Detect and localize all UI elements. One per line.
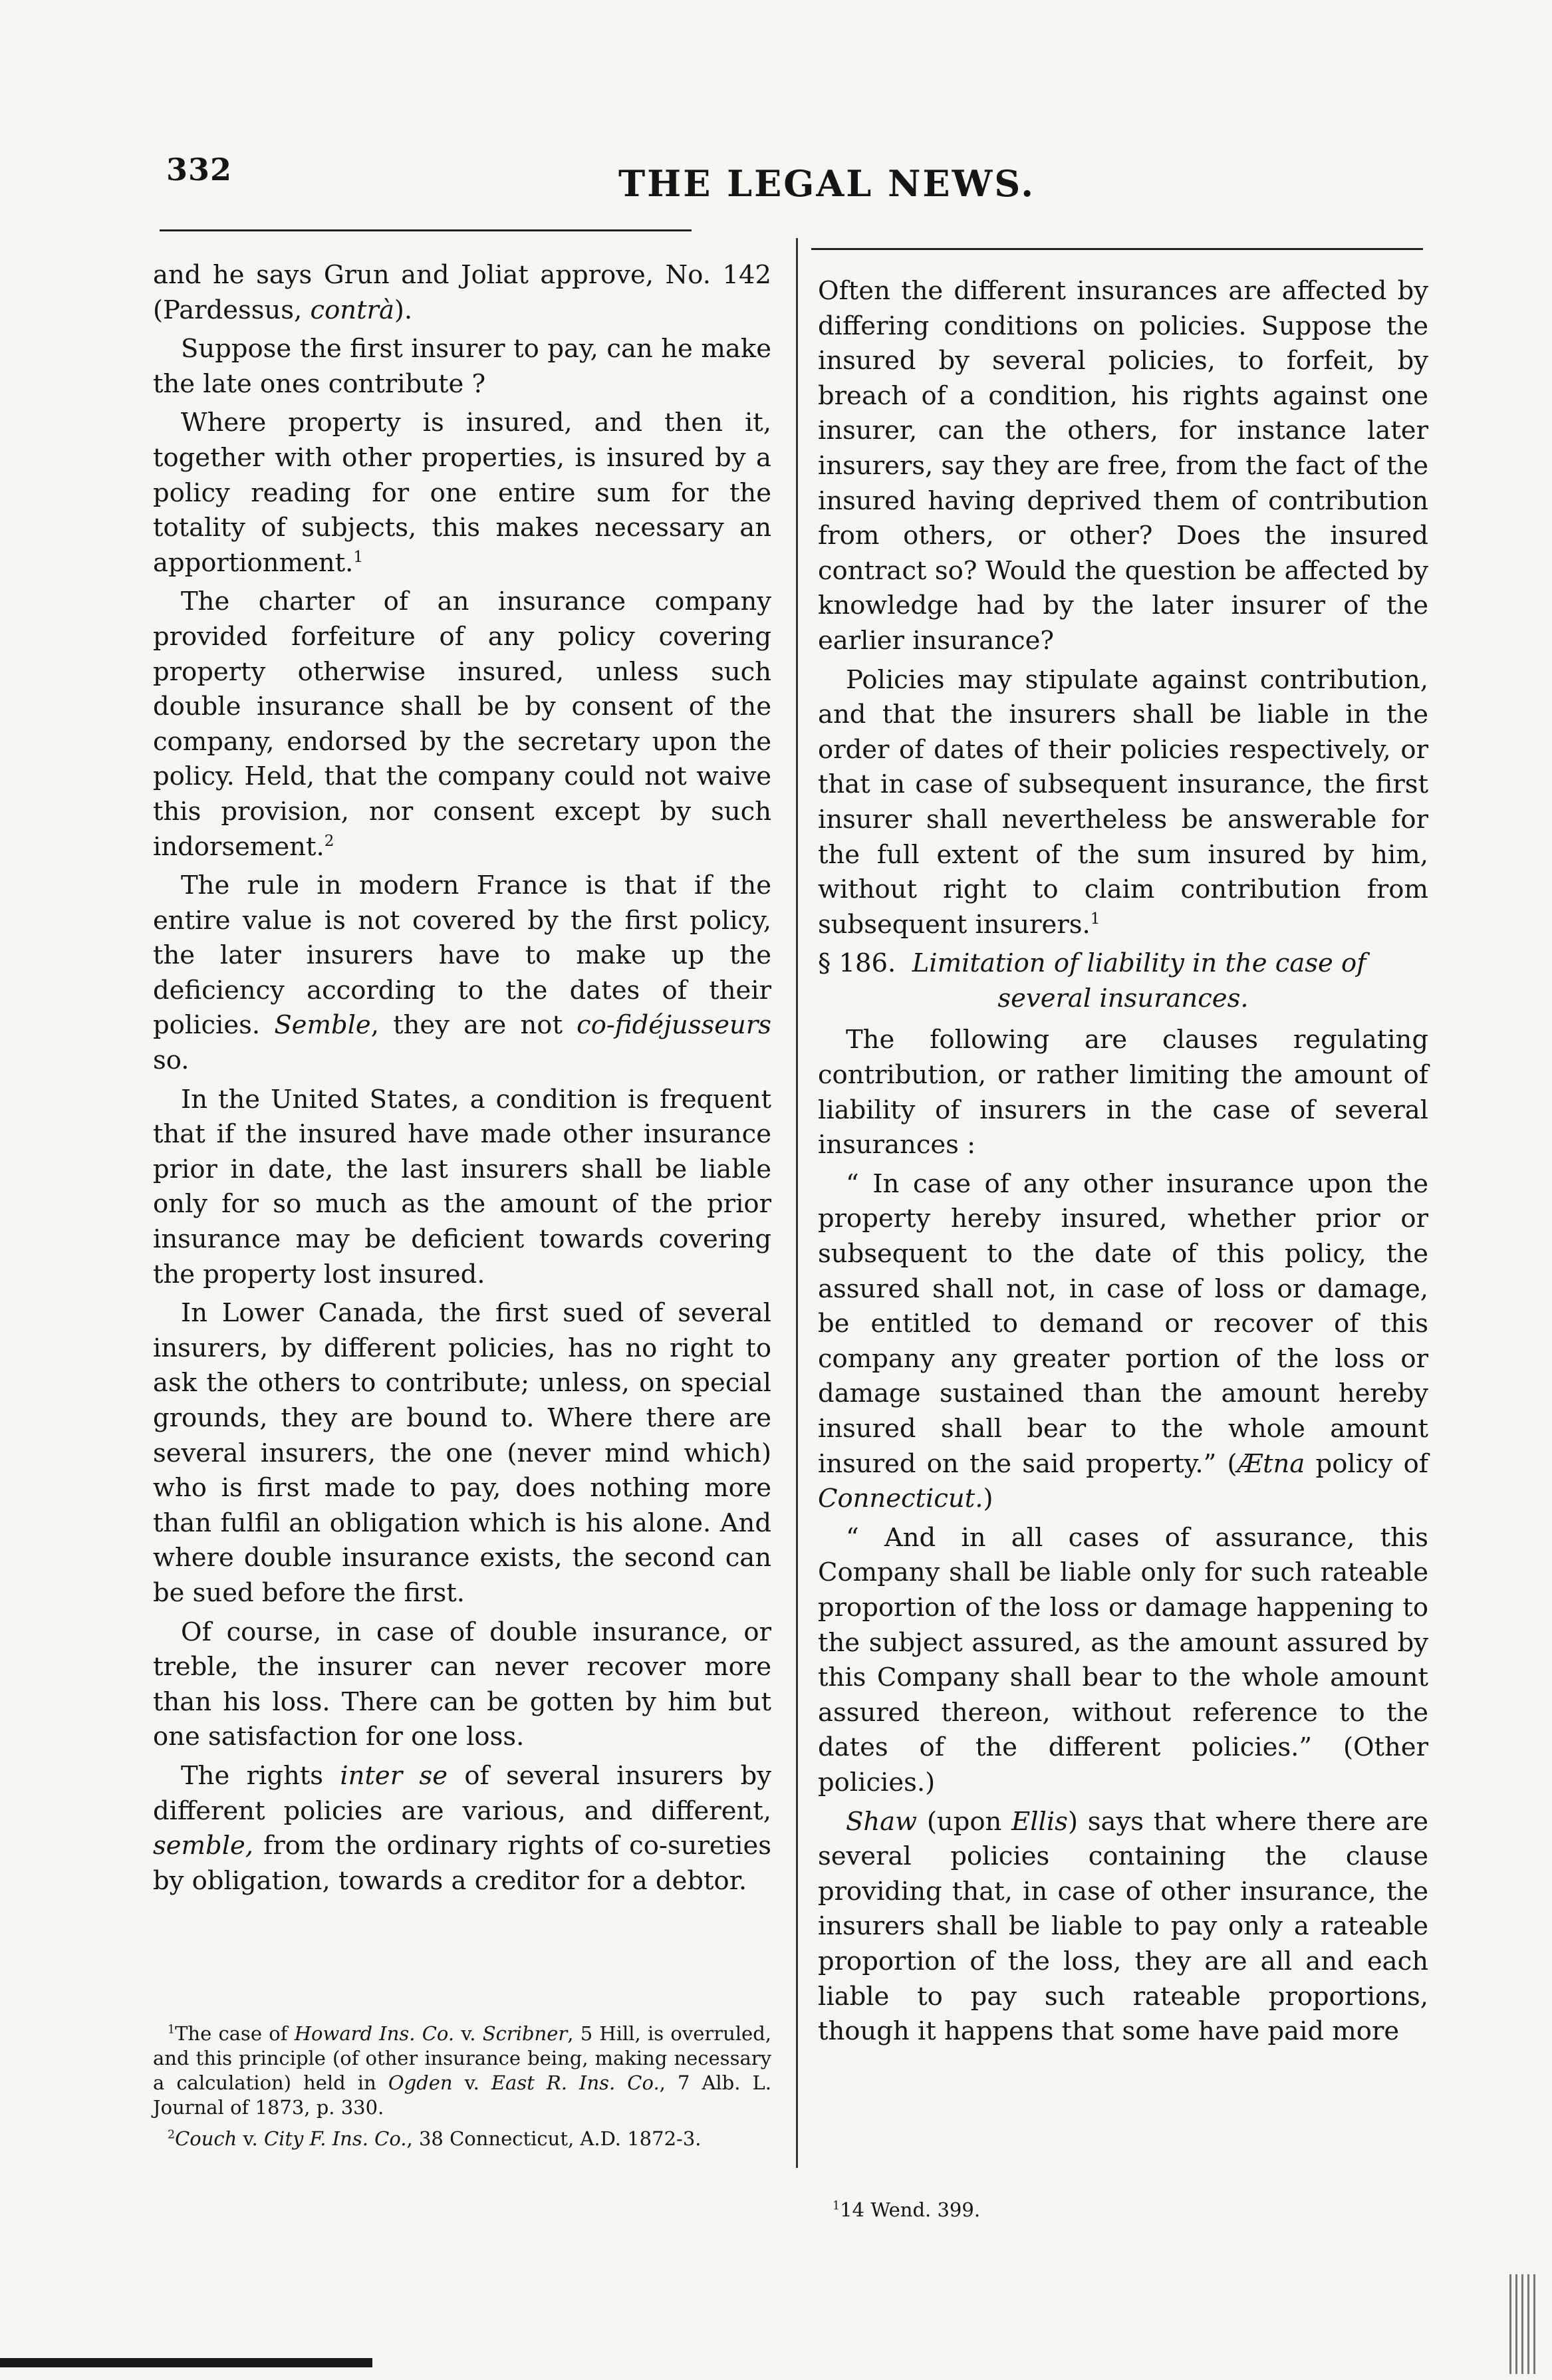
footnote: $^1$The case of Howard Ins. Co. v. Scribner, 5 Hill, is overruled, and this principle (of other insurance being, making necessary a calculation) held in Ogden v. East R. Ins. Co., 7 Alb. L. Journal of 1873, p. 330. — [153, 2022, 771, 2119]
paragraph: Policies may stipulate against contribution, and that the insurers shall be liable in the order of dates of their policies respectively, or that in case of subsequent insurance, the first insurer shall nevertheless be answerable for the full extent of the sum insured by him, without right to claim contribution from subsequent insurers.$^1$ — [818, 664, 1428, 940]
paragraph: In Lower Canada, the first sued of several insurers, by different policies, has no right to ask the others to contribute; unless, on special grounds, they are bound to. Where there are several insurers, the one (never mind which) who is first made to pay, does nothing more than fulfil an obligation which is his alone. And where double insurance exists, the second can be sued before the first. — [153, 1298, 771, 1608]
paragraph: Shaw (upon Ellis) says that where there are several policies containing the clause providing that, in case of other insurance, the insurers shall be liable to pay only a rateable proportion of the loss, they are all and each liable to pay such rateable proportions, though it happens that some have paid more — [818, 1806, 1428, 2047]
running-head: THE LEGAL NEWS. — [618, 162, 1036, 205]
footnote-ref: 2 — [324, 832, 334, 850]
footnote: $^2$Couch v. City F. Ins. Co., 38 Connecticut, A.D. 1872-3. — [168, 2127, 702, 2150]
section-heading: § 186. Limitation of liability in the case of several insurances. — [818, 948, 1366, 1013]
paragraph: “ And in all cases of assurance, this Company shall be liable only for such rateable proportion of the loss or damage happening to the subject assured, as the amount assured by this Company shall bear to the whole amount assured thereon, without reference to the dates of the different policies.” (Other policies.) — [818, 1522, 1428, 1797]
footnotes-left — [153, 2022, 771, 2158]
paragraph: The charter of an insurance company provided forfeiture of any policy covering property otherwise insured, unless such double insurance shall be by consent of the company, endorsed by the secretary upon the policy. Held, that the company could not waive this provision, nor consent except by such indorsement.$^2$ — [153, 587, 771, 862]
scan-edge-mark — [1509, 2274, 1536, 2374]
paragraph: The rule in modern France is that if the entire value is not covered by the first policy, the later insurers have to make up the deficiency according to the dates of their policies. Semble, they are not co-fidéjusseurs so. — [153, 870, 771, 1076]
footnote-ref: 1 — [1090, 910, 1100, 928]
footnote-ref: 1 — [353, 548, 364, 566]
paragraph: The rights inter se of several insurers by different policies are various, and different, semble, from the ordinary rights of co-sureties by obligation, towards a creditor for a debtor. — [153, 1760, 771, 1896]
page-number: 332 — [166, 152, 233, 188]
paragraph: The following are clauses regulating contribution, or rather limiting the amount of liability of insurers in the case of several insurances : — [818, 1025, 1428, 1160]
footnotes-right — [818, 2198, 1428, 2229]
paragraph: “ In case of any other insurance upon the property hereby insured, whether prior or subsequent to the date of this policy, the assured shall not, in case of loss or damage, be entitled to demand or recover of this company any greater portion of the loss or damage sustained than the amount hereby insured shall bear to the whole amount insured on the said property.” (Ætna policy of Connecticut.) — [818, 1168, 1428, 1514]
paragraph: Often the different insurances are affected by differing conditions on policies. Suppose the insured by several policies, to forfeit, by breach of a condition, his rights against one insurer, can the others, for instance later insurers, say they are free, from the fact of the insured having deprived them of contribution from others, or other? Does the insured contract so? Would the question be affected by knowledge had by the later insurer of the earlier insurance? — [818, 276, 1428, 656]
header-rule — [811, 248, 1423, 250]
paragraph: Of course, in case of double insurance, or treble, the insurer can never recover more than his loss. There can be gotten by him but one satisfaction for one loss. — [153, 1617, 771, 1752]
left-column — [153, 258, 771, 1903]
column-divider — [796, 238, 798, 2168]
header-rule — [160, 229, 692, 231]
paragraph: and he says Grun and Joliat approve, No. 142 (Pardessus, contrà). — [153, 260, 771, 325]
paragraph: Suppose the first insurer to pay, can he make the late ones contribute ? — [153, 334, 771, 399]
paragraph: Where property is insured, and then it, together with other properties, is insured by a policy reading for one entire sum for the totality of subjects, this makes necessary an apportionment.$^1$ — [153, 408, 771, 578]
right-column — [818, 274, 1428, 2053]
paragraph: In the United States, a condition is frequent that if the insured have made other insurance prior in date, the last insurers shall be liable only for so much as the amount of the prior insurance may be deficient towards covering the property lost insured. — [153, 1084, 771, 1289]
footnote: $^1$14 Wend. 399. — [833, 2198, 981, 2221]
scan-edge-band — [0, 2358, 372, 2367]
